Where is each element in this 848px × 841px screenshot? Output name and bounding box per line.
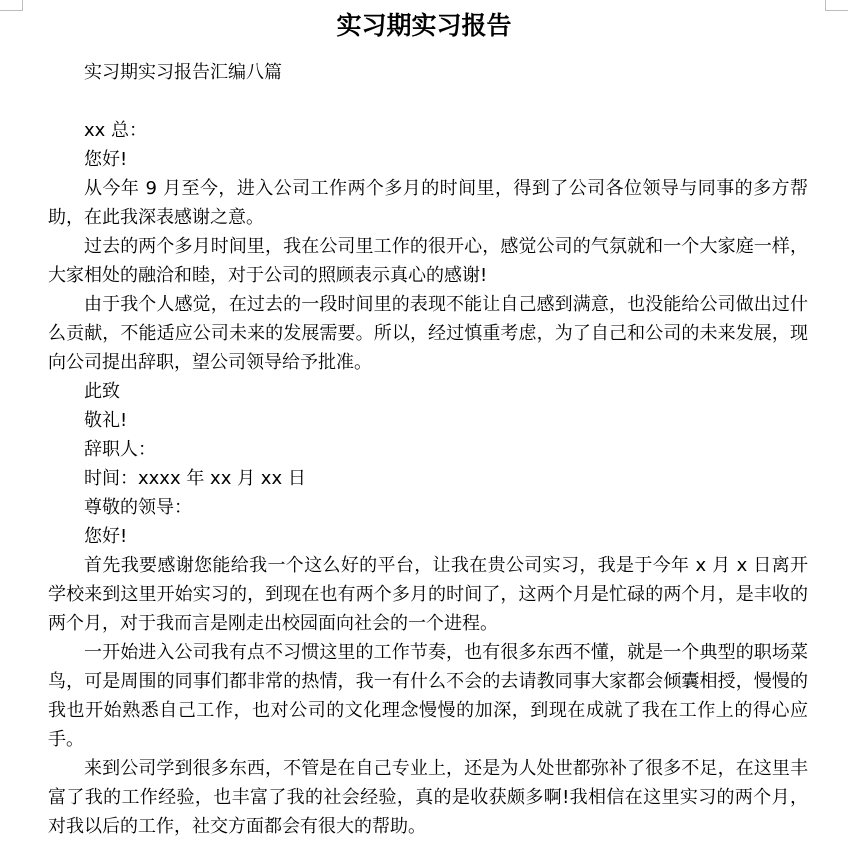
greeting: 您好!: [84, 149, 128, 170]
date-line: 时间：xxxx 年 xx 月 xx 日: [84, 468, 306, 489]
salutation: 尊敬的领导：: [84, 497, 192, 518]
greeting: 您好!: [84, 526, 128, 547]
document-body: [48, 58, 808, 841]
paragraph: 从今年 9 月至今，进入公司工作两个多月的时间里，得到了公司各位领导与同事的多方帮助，在此我深表感谢之意。: [48, 178, 808, 228]
paragraph: 由于我个人感觉，在过去的一段时间里的表现不能让自己感到满意，也没能给公司做出过什么贡献，不能适应公司未来的发展需要。所以，经过慎重考虑，为了自己和公司的未来发展，现向公司提出辞职，望公司领导给予批准。: [48, 294, 808, 373]
closing-line: 此致: [84, 381, 120, 402]
signature-line: 辞职人：: [84, 439, 156, 460]
closing-regards: 敬礼!: [84, 410, 128, 431]
subtitle: 实习期实习报告汇编八篇: [84, 62, 282, 83]
paragraph: 一开始进入公司我有点不习惯这里的工作节奏，也有很多东西不懂，就是一个典型的职场菜鸟，可是周围的同事们都非常的热情，我一有什么不会的去请教同事大家都会倾囊相授，慢慢的我也开始熟悉自己工作，也对公司的文化理念慢慢的加深，到现在成就了我在工作上的得心应手。: [48, 642, 808, 750]
paragraph: 首先我要感谢您能给我一个这么好的平台，让我在贵公司实习，我是于今年 x 月 x 日离开学校来到这里开始实习的，到现在也有两个多月的时间了，这两个月是忙碌的两个月，是丰收的两个月，对于我而言是刚走出校园面向社会的一个进程。: [48, 555, 809, 634]
document-title: 实习期实习报告: [336, 11, 512, 40]
salutation: xx 总：: [84, 120, 148, 141]
blank-line: [48, 87, 808, 116]
paragraph: 来到公司学到很多东西，不管是在自己专业上，还是为人处世都弥补了很多不足，在这里丰富了我的工作经验，也丰富了我的社会经验，真的是收获颇多啊!我相信在这里实习的两个月，对我以后的工作，社交方面都会有很大的帮助。: [48, 758, 808, 837]
paragraph: 过去的两个多月时间里，我在公司里工作的很开心，感觉公司的气氛就和一个大家庭一样，大家相处的融洽和睦，对于公司的照顾表示真心的感谢!: [48, 236, 808, 286]
